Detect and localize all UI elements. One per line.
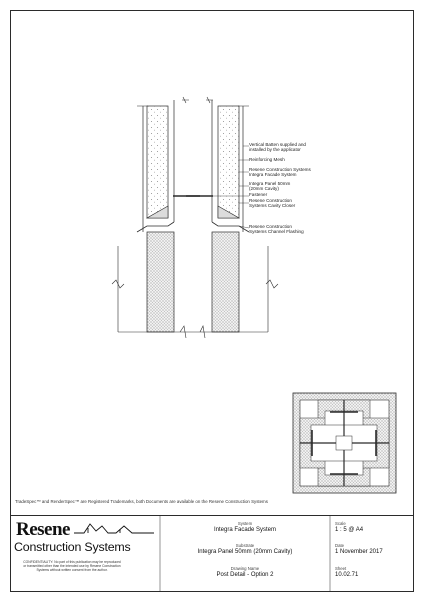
system-label: System bbox=[237, 521, 253, 526]
callout-closer: Resene Construction Systems Cavity Closer bbox=[249, 198, 296, 209]
date-label: Date bbox=[335, 543, 345, 548]
right-panel-upper bbox=[212, 100, 243, 232]
break-marks-top bbox=[137, 97, 249, 106]
scale-value: 1 : 5 @ A4 bbox=[335, 527, 364, 533]
key-plan bbox=[293, 393, 396, 493]
substrate-value: Integra Panel 50mm (20mm Cavity) bbox=[197, 549, 293, 555]
logo-wordmark: Resene bbox=[16, 519, 70, 540]
drawing-name-label: Drawing Name bbox=[230, 566, 260, 571]
callout-batten: Vertical Batten supplied and installed by the applicator bbox=[249, 142, 306, 153]
callout-flashing: Resene Construction Systems Channel Flashing bbox=[249, 224, 304, 235]
date-value: 1 November 2017 bbox=[335, 549, 383, 555]
sheet-value: 10.02.71 bbox=[335, 572, 359, 578]
trademark-note: TradeSpec™ and RenderSpec™ are Registered Trademarks, both Documents are available on the Resene Construction Systems bbox=[15, 499, 268, 504]
drawing-name-value: Post Detail - Option 2 bbox=[216, 572, 274, 578]
substrate-lower bbox=[112, 232, 278, 338]
channel-flashing bbox=[137, 222, 249, 232]
confidentiality-note: CONFIDENTIALITY: No part of this publication may be reproduced or transmitted other than the intended use by Resene Construction Systems without written consent from the author. bbox=[23, 560, 121, 573]
system-value: Integra Facade System bbox=[213, 527, 277, 533]
sheet-label: Sheet bbox=[335, 566, 347, 571]
callout-fastener: Fastener bbox=[249, 192, 268, 197]
substrate-label: Substrate bbox=[235, 543, 255, 548]
callout-mesh: Reinforcing Mesh bbox=[249, 157, 285, 162]
scale-label: Scale bbox=[335, 521, 346, 526]
callout-facade: Resene Construction Systems Integra Facade System bbox=[249, 167, 311, 178]
logo-subtitle: Construction Systems bbox=[14, 540, 131, 554]
left-panel-upper bbox=[143, 100, 174, 232]
callout-panel: Integra Panel 50mm (20mm Cavity) bbox=[249, 181, 291, 192]
